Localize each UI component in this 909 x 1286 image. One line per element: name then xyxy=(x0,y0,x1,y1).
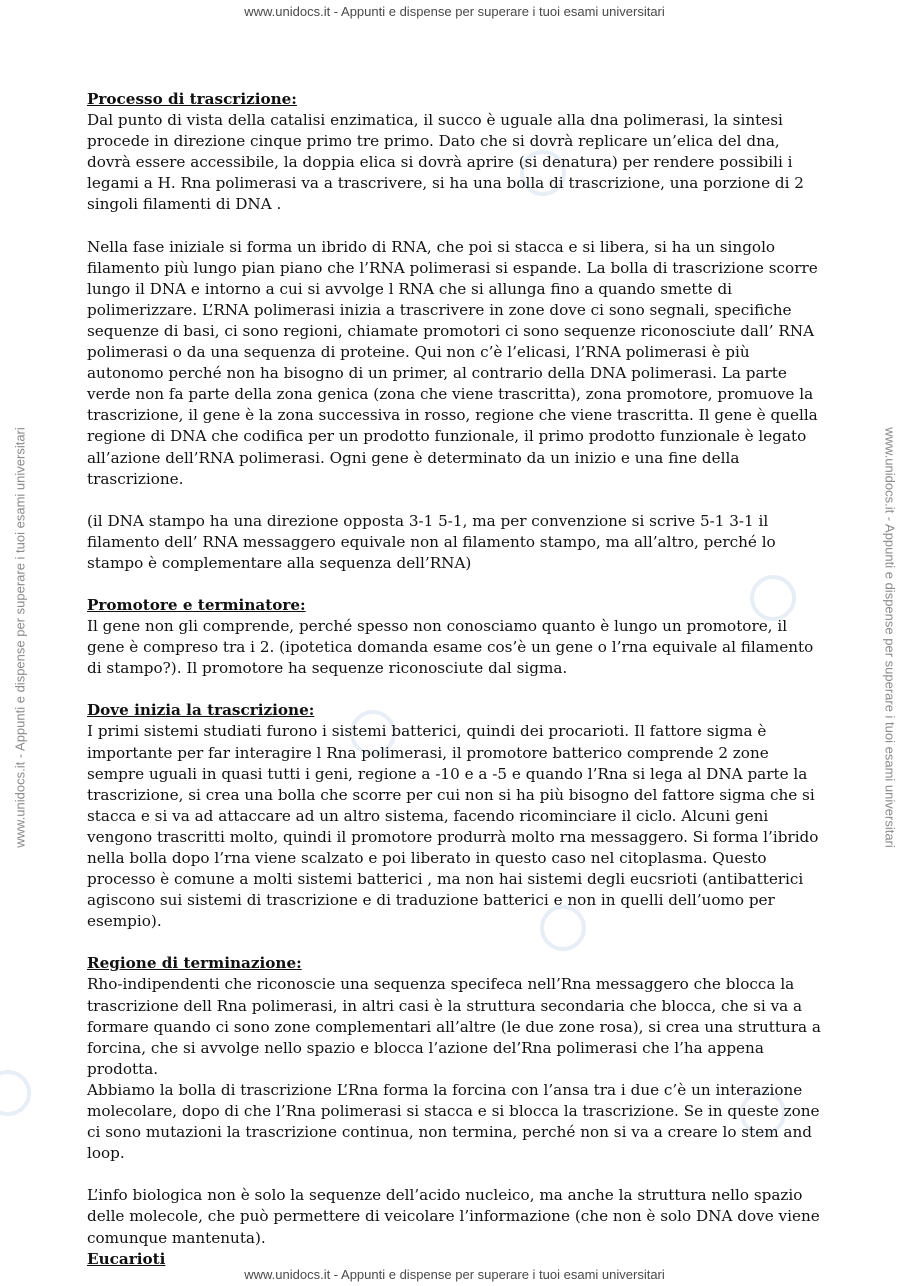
paragraph: L’info biologica non è solo la sequenze dell’acido nucleico, ma anche la struttura nello spazio delle molecole, che può permettere di veicolare l’informazione (che non è solo DNA dove viene comunque mantenuta). xyxy=(87,1186,820,1247)
section-heading-promotore: Promotore e terminatore: xyxy=(87,595,306,614)
section-heading-dove-inizia: Dove inizia la trascrizione: xyxy=(87,701,315,720)
section-heading-eucarioti: Eucarioti xyxy=(87,1249,166,1268)
watermark-left: www.unidocs.it - Appunti e dispense per superare i tuoi esami universitari xyxy=(12,427,28,848)
paragraph: Il gene non gli comprende, perché spesso non conosciamo quanto è lungo un promotore, il gene è compreso tra i 2. (ipotetica domanda esame cos’è un gene o l’rna equivale al filamento di stampo?). Il promotore ha sequenze riconosciute dal sigma. xyxy=(87,617,814,678)
paragraph: (il DNA stampo ha una direzione opposta 3-1 5-1, ma per convenzione si scrive 5-1 3-1 il filamento dell’ RNA messaggero equivale non al filamento stampo, ma all’altro, perché lo stampo è complementare alla sequenza dell’RNA) xyxy=(87,511,776,572)
paragraph: Dal punto di vista della catalisi enzimatica, il succo è uguale alla dna polimerasi, la sintesi procede in direzione cinque primo tre primo. Dato che si dovrà replicare un’elica del dna, dovrà essere accessibile, la doppia elica si dovrà aprire (si denatura) per rendere possibili i legami a H. Rna polimerasi va a trascrivere, si ha una bolla di trascrizione, una porzione di 2 singoli filamenti di DNA . xyxy=(87,111,804,214)
paragraph: I primi sistemi studiati furono i sistemi batterici, quindi dei procarioti. Il fattore sigma è importante per far interagire l Rna polimerasi, il promotore batterico comprende 2 zone sempre uguali in quasi tutti i geni, regione a -10 e a -5 e quando l’Rna si lega al DNA parte la trascrizione, si crea una bolla che scorre per cui non si ha più bisogno del fattore sigma che si stacca e si va ad attaccare ad un altro sistema, facendo ricominciare il ciclo. Alcuni geni vengono trascritti molto, quindi il promotore produrrà molto rna messaggero. Si forma l’ibrido nella bolla dopo l’rna viene scalzato e poi liberato in questo caso nel citoplasma. Questo processo è comune a molti sistemi batterici , ma non hai sistemi degli eucsrioti (antibatterici agiscono sui sistemi di trascrizione e di traduzione batterici e non in quelli dell’uomo per esempio). xyxy=(87,722,819,931)
section-heading-processo: Processo di trascrizione: xyxy=(87,90,297,108)
paragraph: Abbiamo la bolla di trascrizione L’Rna forma la forcina con l’ansa tra i due c’è un interazione molecolare, dopo di che l’Rna polimerasi si stacca e si blocca la trascrizione. Se in queste zone ci sono mutazioni la trascrizione continua, non termina, perché non si va a creare lo stem and loop. xyxy=(87,1080,820,1163)
watermark-logo-icon xyxy=(0,1070,31,1116)
paragraph: Nella fase iniziale si forma un ibrido di RNA, che poi si stacca e si libera, si ha un singolo filamento più lungo pian piano che l’RNA polimerasi si espande. La bolla di trascrizione scorre lungo il DNA e intorno a cui si avvolge l RNA che si allunga fino a quando smette di polimerizzare. L’RNA polimerasi inizia a trascrivere in zone dove ci sono segnali, specifiche sequenze di basi, ci sono regioni, chiamate promotori ci sono sequenze riconosciute dall’ RNA polimerasi o da una sequenza di proteine. Qui non c’è l’elicasi, l’RNA polimerasi è più autonomo perché non ha bisogno di un primer, al contrario della DNA polimerasi. La parte verde non fa parte della zona genica (zona che viene trascritta), zona promotore, promuove la trascrizione, il gene è la zona successiva in rosso, regione che viene trascritta. Il gene è quella regione di DNA che codifica per un prodotto funzionale, il primo prodotto funzionale è legato all’azione dell’RNA polimerasi. Ogni gene è determinato da un inizio e una fine della trascrizione. xyxy=(87,237,818,488)
watermark-bottom: www.unidocs.it - Appunti e dispense per superare i tuoi esami universitari xyxy=(244,1267,665,1282)
paragraph: Rho-indipendenti che riconoscie una sequenza specifeca nell’Rna messaggero che blocca la trascrizione dell Rna polimerasi, in altri casi è la struttura secondaria che blocca, che si va a formare quando ci sono zone complementari all’altre (le due zone rosa), si crea una struttura a forcina, che si avvolge nello spazio e blocca l’azione del’Rna polimerasi che l’ha appena prodotta. xyxy=(87,975,821,1078)
watermark-top: www.unidocs.it - Appunti e dispense per superare i tuoi esami universitari xyxy=(244,4,665,19)
document-body xyxy=(87,89,827,1270)
section-heading-terminazione: Regione di terminazione: xyxy=(87,954,302,973)
watermark-right: www.unidocs.it - Appunti e dispense per superare i tuoi esami universitari xyxy=(882,427,898,848)
